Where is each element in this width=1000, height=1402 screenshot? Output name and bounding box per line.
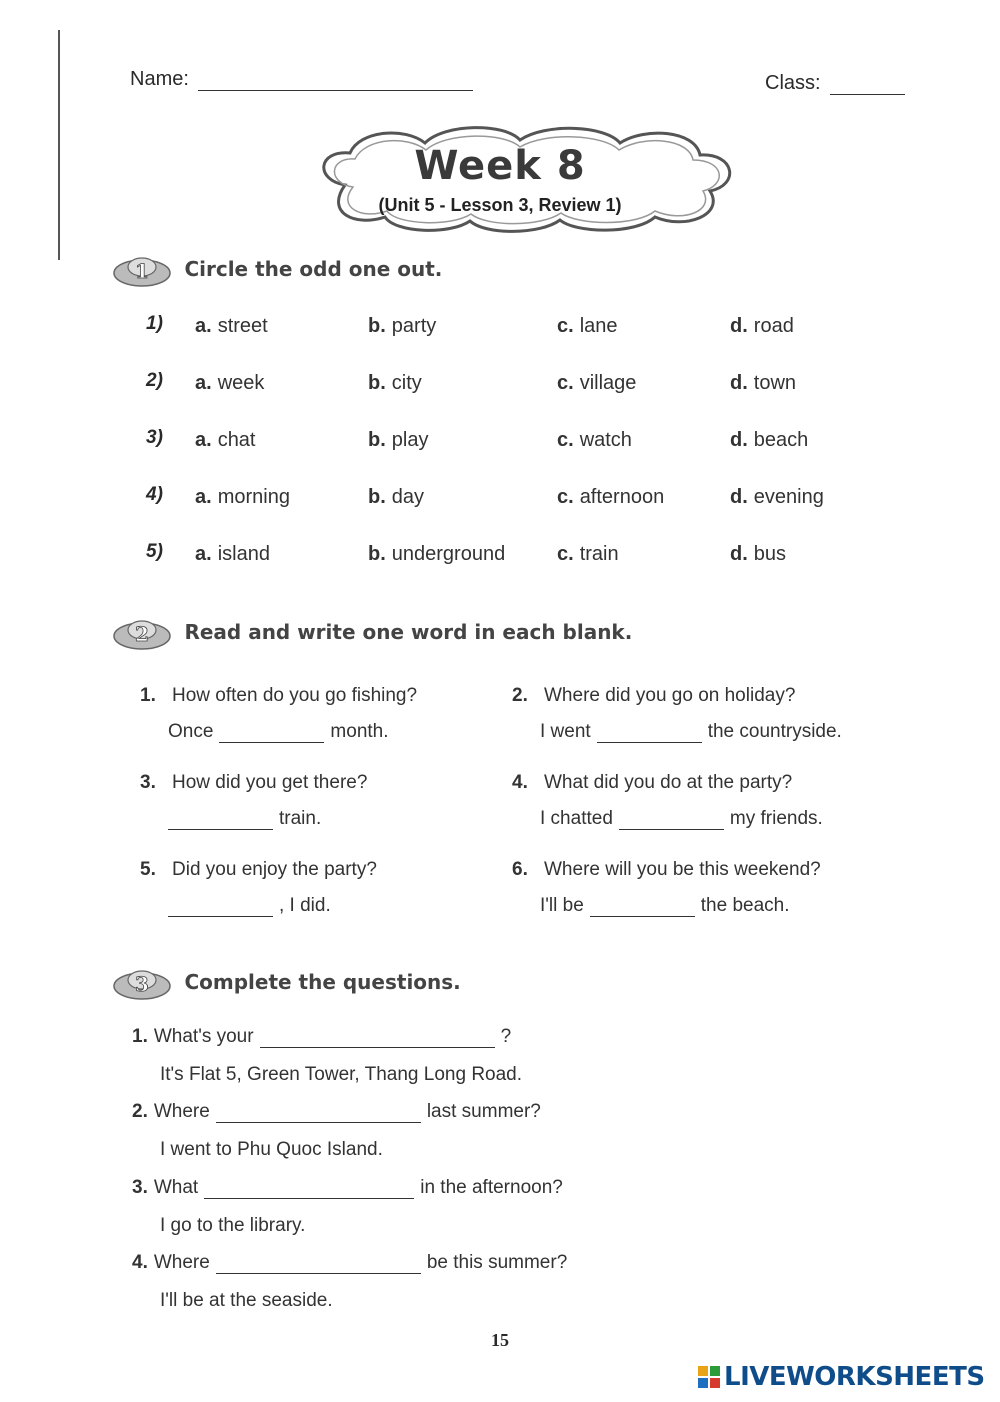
option-letter: d. — [730, 543, 748, 565]
answer-suffix: my friends. — [729, 808, 823, 829]
option-letter: a. — [195, 429, 212, 451]
question-suffix: be this summer? — [426, 1252, 568, 1273]
answer-prefix: I chatted — [540, 808, 613, 829]
answer-blank[interactable] — [168, 898, 273, 917]
week-subtitle: (Unit 5 - Lesson 3, Review 1) — [378, 195, 622, 215]
question-line — [132, 1177, 563, 1199]
section-3-badge-icon — [112, 968, 174, 1002]
item-number-paren: ) — [156, 541, 163, 562]
option-word: week — [217, 372, 265, 394]
question-line — [132, 1101, 541, 1123]
answer-suffix: the beach. — [700, 895, 790, 916]
option-word: party — [391, 315, 437, 337]
question-suffix: ? — [500, 1026, 512, 1047]
option-b[interactable] — [368, 372, 422, 395]
option-letter: b. — [368, 429, 386, 451]
class-blank[interactable] — [830, 94, 905, 95]
question-number: 4. — [512, 772, 528, 793]
option-word: evening — [753, 486, 824, 508]
answer-line — [168, 895, 331, 917]
option-letter: c. — [557, 429, 574, 451]
question-text: What did you do at the party? — [544, 772, 793, 793]
option-word: watch — [579, 429, 632, 451]
class-label: Class: — [765, 72, 821, 94]
option-word: underground — [391, 543, 506, 565]
option-d[interactable] — [730, 372, 796, 395]
question-text: Where did you go on holiday? — [544, 685, 796, 706]
name-blank[interactable] — [198, 90, 473, 91]
option-letter: b. — [368, 315, 386, 337]
question-number: 6. — [512, 859, 528, 880]
question-number: 5. — [140, 859, 156, 880]
option-letter: b. — [368, 372, 386, 394]
item-number — [146, 370, 163, 392]
answer-line — [168, 808, 321, 830]
answer-line — [540, 808, 823, 830]
question-suffix: in the afternoon? — [420, 1177, 563, 1198]
answer-blank[interactable] — [619, 811, 724, 830]
option-word: town — [753, 372, 797, 394]
question-blank[interactable] — [204, 1180, 414, 1199]
section-2-instruction: Read and write one word in each blank. — [184, 620, 633, 645]
answer-suffix: train. — [279, 808, 322, 829]
option-c[interactable] — [557, 486, 664, 509]
option-d[interactable] — [730, 429, 808, 452]
answer-blank[interactable] — [597, 724, 702, 743]
answer-blank[interactable] — [168, 811, 273, 830]
question-text: How often do you go fishing? — [172, 685, 418, 706]
option-word: afternoon — [579, 486, 665, 508]
page-number: 15 — [491, 1330, 509, 1350]
question-line — [132, 1252, 567, 1274]
option-letter: d. — [730, 486, 748, 508]
item-number-text: 3 — [146, 427, 157, 448]
question-number: 1. — [132, 1026, 148, 1047]
option-word: city — [391, 372, 422, 394]
option-word: chat — [217, 429, 256, 451]
item-number-paren: ) — [156, 484, 163, 505]
option-letter: a. — [195, 315, 212, 337]
option-a[interactable] — [195, 486, 290, 509]
answer-prefix: I'll be — [540, 895, 584, 916]
item-number-text: 1 — [146, 313, 157, 334]
option-letter: c. — [557, 315, 574, 337]
item-number — [146, 541, 163, 563]
question-number: 4. — [132, 1252, 148, 1273]
question-text: Did you enjoy the party? — [172, 859, 377, 880]
option-a[interactable] — [195, 372, 264, 395]
option-a[interactable] — [195, 543, 270, 566]
answer-text: I went to Phu Quoc Island. — [160, 1139, 383, 1160]
option-c[interactable] — [557, 372, 636, 395]
item-number-text: 5 — [146, 541, 157, 562]
answer-suffix: , I did. — [279, 895, 331, 916]
option-word: lane — [579, 315, 618, 337]
option-b[interactable] — [368, 543, 505, 566]
answer-text: I go to the library. — [160, 1215, 306, 1236]
option-letter: d. — [730, 429, 748, 451]
answer-line — [540, 721, 842, 743]
question-blank[interactable] — [216, 1255, 421, 1274]
option-b[interactable] — [368, 429, 428, 452]
answer-text: I'll be at the seaside. — [160, 1290, 333, 1311]
section-3-instruction: Complete the questions. — [184, 970, 461, 995]
option-word: day — [391, 486, 425, 508]
answer-blank[interactable] — [590, 898, 695, 917]
option-word: morning — [217, 486, 290, 508]
option-letter: a. — [195, 543, 212, 565]
question-suffix: last summer? — [426, 1101, 541, 1122]
question-prefix: Where — [153, 1252, 210, 1273]
question-number: 2. — [132, 1101, 148, 1122]
option-d[interactable] — [730, 486, 824, 509]
option-word: street — [217, 315, 268, 337]
question-number: 1. — [140, 685, 156, 706]
option-word: island — [217, 543, 270, 565]
section-1-badge-icon — [112, 255, 174, 289]
item-number — [146, 484, 163, 506]
answer-prefix: Once — [168, 721, 214, 742]
answer-blank[interactable] — [219, 724, 324, 743]
question-blank[interactable] — [216, 1104, 421, 1123]
question-blank[interactable] — [260, 1029, 495, 1048]
option-word: beach — [753, 429, 809, 451]
option-a[interactable] — [195, 429, 256, 452]
answer-line — [540, 895, 790, 917]
question-number: 2. — [512, 685, 528, 706]
section-1-header — [112, 255, 442, 289]
section-2-header — [112, 618, 632, 652]
item-number-text: 4 — [146, 484, 157, 505]
question-prefix: Where — [153, 1101, 210, 1122]
question-line — [132, 1026, 511, 1048]
option-c[interactable] — [557, 543, 619, 566]
option-letter: a. — [195, 486, 212, 508]
option-letter: b. — [368, 486, 386, 508]
question-prefix: What's your — [153, 1026, 254, 1047]
answer-suffix: the countryside. — [707, 721, 842, 742]
section-3-header — [112, 968, 461, 1002]
option-d[interactable] — [730, 543, 786, 566]
item-number-text: 2 — [146, 370, 157, 391]
option-b[interactable] — [368, 486, 424, 509]
option-letter: c. — [557, 372, 574, 394]
option-word: road — [753, 315, 794, 337]
question-prefix: What — [153, 1177, 199, 1198]
option-a[interactable] — [195, 315, 268, 338]
item-number — [146, 313, 163, 335]
answer-text: It's Flat 5, Green Tower, Thang Long Road. — [160, 1064, 523, 1085]
svg-text:2: 2 — [135, 622, 149, 646]
week-title: Week 8 — [414, 143, 586, 189]
name-field — [130, 68, 473, 91]
option-word: play — [391, 429, 429, 451]
item-number-paren: ) — [156, 370, 163, 391]
option-letter: b. — [368, 543, 386, 565]
answer-prefix: I went — [540, 721, 591, 742]
item-number — [146, 427, 163, 449]
svg-text:3: 3 — [135, 972, 149, 996]
option-c[interactable] — [557, 315, 618, 338]
question-number: 3. — [140, 772, 156, 793]
option-word: train — [579, 543, 619, 565]
option-c[interactable] — [557, 429, 632, 452]
option-b[interactable] — [368, 315, 436, 338]
question-text: How did you get there? — [172, 772, 368, 793]
item-number-paren: ) — [156, 313, 163, 334]
option-letter: c. — [557, 543, 574, 565]
class-field — [765, 72, 905, 95]
answer-suffix: month. — [330, 721, 389, 742]
option-letter: c. — [557, 486, 574, 508]
option-letter: a. — [195, 372, 212, 394]
svg-text:1: 1 — [135, 259, 149, 283]
liveworksheets-brand: LIVEWORKSHEETS — [724, 1362, 985, 1392]
option-word: bus — [753, 543, 787, 565]
question-text: Where will you be this weekend? — [544, 859, 821, 880]
section-2-badge-icon — [112, 618, 174, 652]
name-label: Name: — [130, 68, 189, 90]
liveworksheets-logo-icon — [698, 1366, 720, 1388]
answer-line — [168, 721, 389, 743]
section-1-instruction: Circle the odd one out. — [184, 257, 443, 282]
option-word: village — [579, 372, 637, 394]
option-letter: d. — [730, 315, 748, 337]
option-d[interactable] — [730, 315, 794, 338]
option-letter: d. — [730, 372, 748, 394]
item-number-paren: ) — [156, 427, 163, 448]
question-number: 3. — [132, 1177, 148, 1198]
